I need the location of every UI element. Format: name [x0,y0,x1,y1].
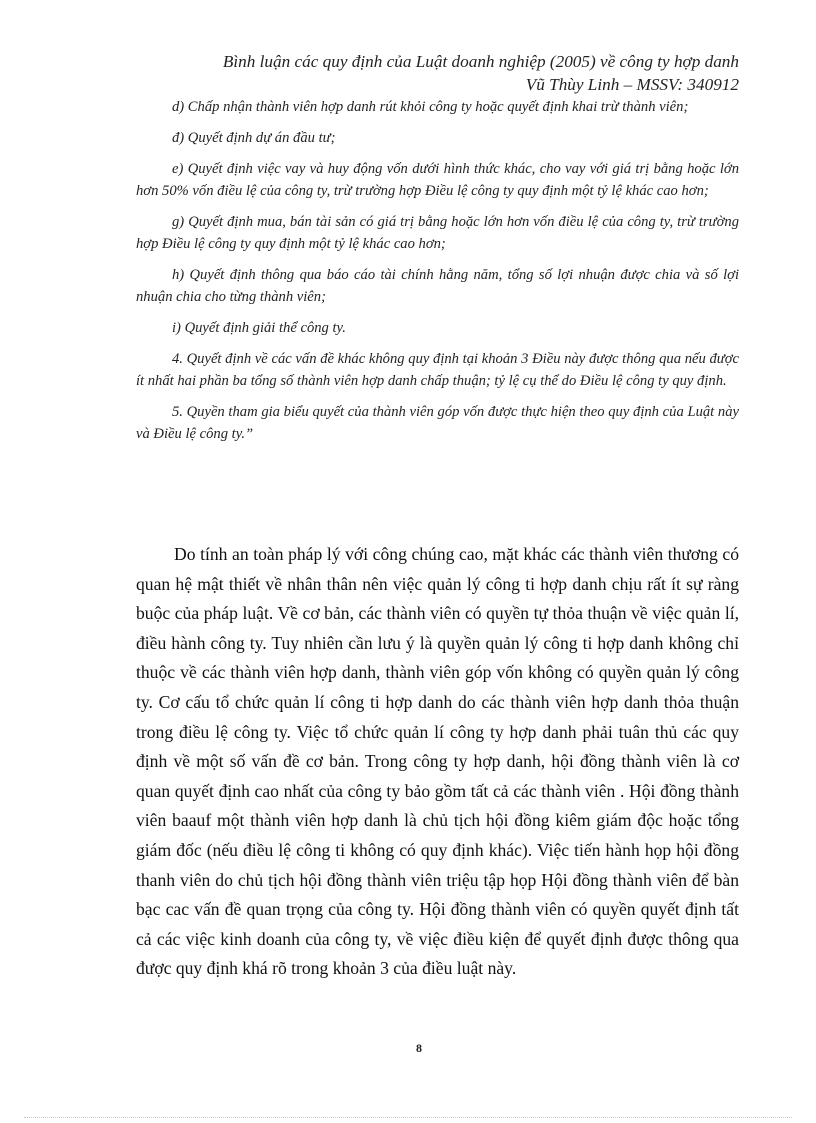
quote-clause-5: 5. Quyền tham gia biểu quyết của thành viên góp vốn được thực hiện theo quy định của Luật này và Điều lệ công ty.” [136,404,739,442]
quote-item-dd: đ) Quyết định dự án đầu tư; [172,130,336,146]
document-title: Bình luận các quy định của Luật doanh nghiệp (2005) về công ty hợp danh [222,52,739,71]
quote-item-d: d) Chấp nhận thành viên hợp danh rút khỏi công ty hoặc quyết định khai trừ thành viên; [172,99,689,115]
body-text [136,540,739,984]
quote-item-i: i) Quyết định giải thể công ty. [172,320,346,336]
quote-item-g: g) Quyết định mua, bán tài sản có giá trị bằng hoặc lớn hơn vốn điều lệ của công ty, trừ trường hợp Điều lệ công ty quy định một tỷ lệ khác cao hơn; [136,214,739,252]
page-header [223,50,739,96]
quote-clause-4: 4. Quyết định về các vấn đề khác không quy định tại khoản 3 Điều này được thông qua nếu được ít nhất hai phần ba tổng số thành viên hợp danh chấp thuận; tỷ lệ cụ thể do Điều lệ công ty quy định. [136,351,739,389]
page-bottom-divider [24,1117,792,1118]
page-number: 8 [416,1041,422,1055]
quote-item-e: e) Quyết định việc vay và huy động vốn dưới hình thức khác, cho vay với giá trị bằng hoặc lớn hơn 50% vốn điều lệ của công ty, trừ trường hợp Điều lệ công ty quy định một tỷ lệ khác cao hơn; [136,161,739,199]
author-line: Vũ Thùy Linh – MSSV: 340912 [525,75,739,94]
body-paragraph: Do tính an toàn pháp lý với công chúng cao, mặt khác các thành viên thương có quan hệ mật thiết về nhân thân nên việc quản lý công ti hợp danh chịu rất ít sự ràng buộc của pháp luật. Về cơ bản, các thành viên có quyền tự thỏa thuận về việc quản lí, điều hành công ty. Tuy nhiên cần lưu ý là quyền quản lý công ti hợp danh không chỉ thuộc về các thành viên hợp danh, thành viên góp vốn không có quyền quản lý công ty. Cơ cấu tổ chức quản lí công ti hợp danh do các thành viên hợp danh thỏa thuận trong điều lệ công ty. Việc tổ chức quản lí công ty hợp danh phải tuân thủ các quy định về một số vấn đề cơ bản. Trong công ty hợp danh, hội đồng thành viên là cơ quan quyết định cao nhất của công ty bảo gồm tất cả các thành viên . Hội đồng thành viên baauf một thành viên hợp danh là chủ tịch hội đồng kiêm giám độc hoặc tổng giám đốc (nếu điều lệ công ti không có quy định khác). Việc tiến hành họp hội đồng thanh viên do chủ tịch hội đồng thành viên triệu tập họp Hội đồng thành viên để bàn bạc cac vấn đề quan trọng của công ty. Hội đồng thành viên có quyền quyết định tất cả các việc kinh doanh của công ty, về việc điều kiện để quyết định được thông qua được quy định khá rõ trong khoản 3 của điều luật này. [136,544,739,979]
quote-item-h: h) Quyết định thông qua báo cáo tài chính hằng năm, tổng số lợi nhuận được chia và số lợi nhuận chia cho từng thành viên; [136,267,739,305]
quoted-law-text [136,96,739,454]
